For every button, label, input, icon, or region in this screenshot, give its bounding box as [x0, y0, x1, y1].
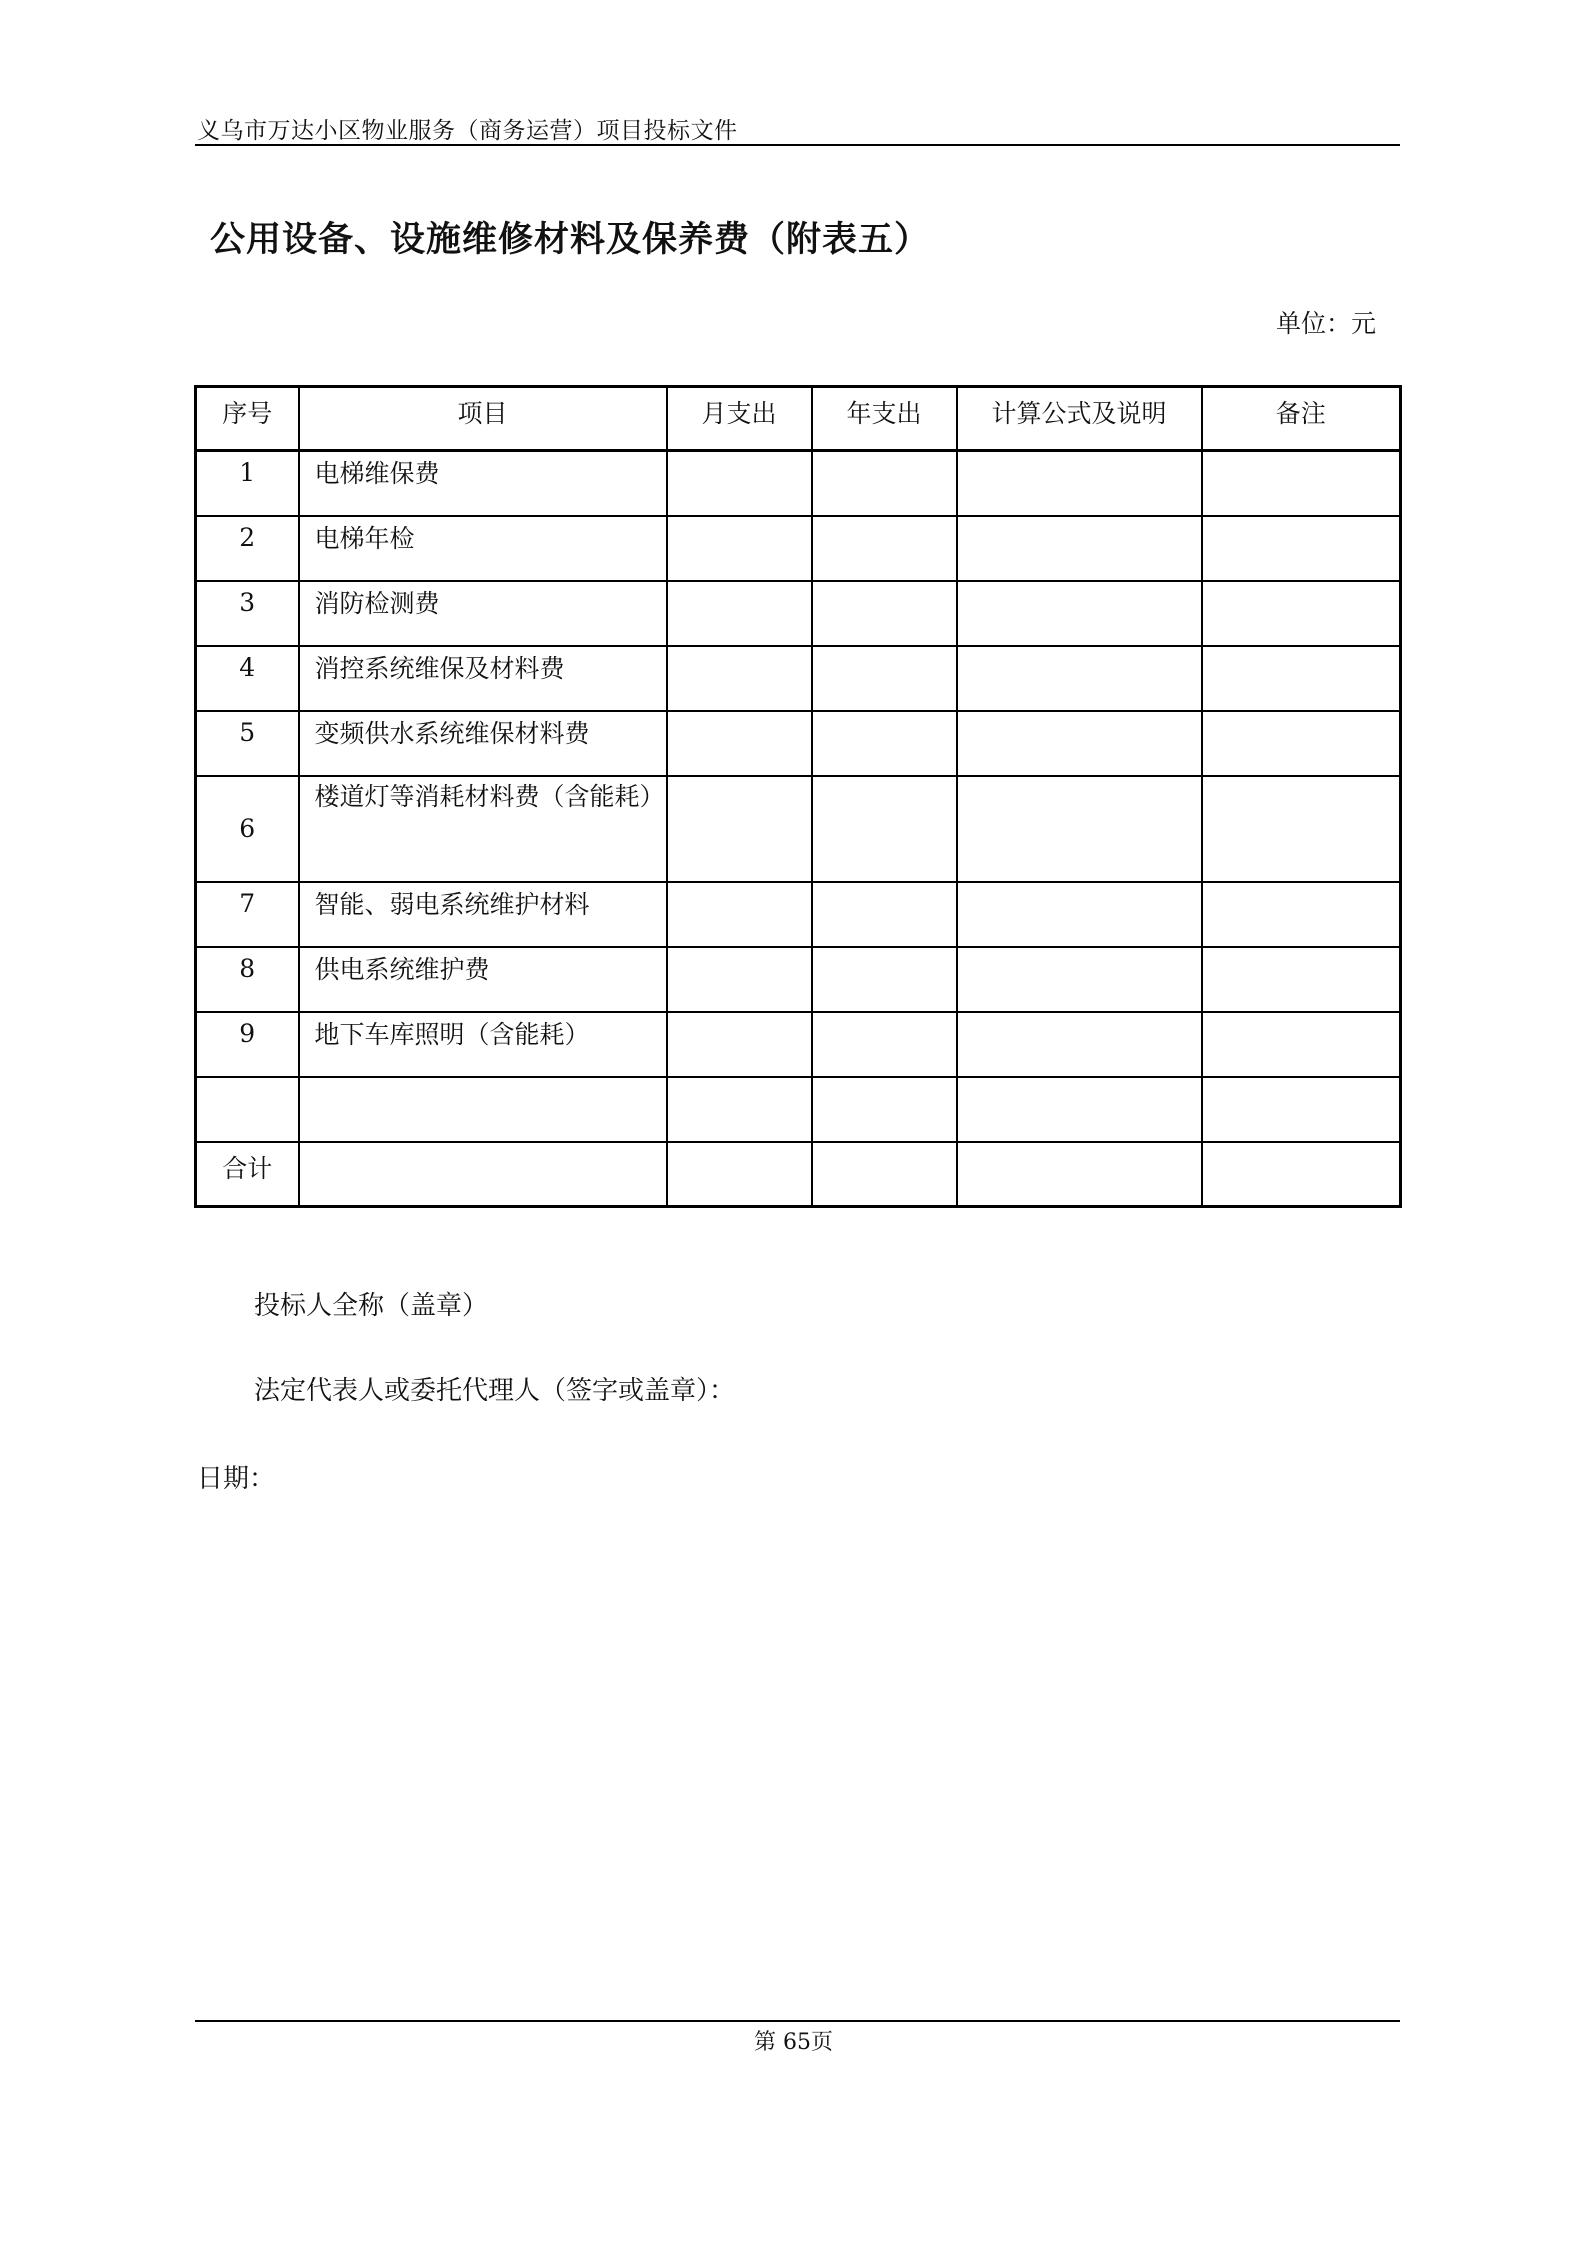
row-item: 地下车库照明（含能耗）	[299, 1012, 667, 1077]
page-number: 第 65页	[754, 2030, 833, 2055]
formula-cell	[957, 1077, 1202, 1142]
yearly-cell	[812, 1077, 957, 1142]
formula-cell	[957, 947, 1202, 1012]
header-divider	[195, 144, 1400, 146]
yearly-cell	[812, 516, 957, 581]
row-number: 2	[196, 516, 299, 581]
cost-table	[194, 385, 1402, 1208]
remarks-cell	[1202, 711, 1401, 776]
remarks-cell	[1202, 646, 1401, 711]
row-number: 9	[196, 1012, 299, 1077]
yearly-cell	[812, 1012, 957, 1077]
table-row	[196, 1012, 1401, 1077]
date-line: 日期：	[197, 1464, 276, 1494]
table-row-blank	[196, 1077, 1401, 1142]
row-number: 3	[196, 581, 299, 646]
remarks-cell	[1202, 451, 1401, 516]
formula-cell	[957, 451, 1202, 516]
formula-cell	[957, 882, 1202, 947]
formula-cell	[957, 711, 1202, 776]
monthly-cell	[667, 776, 812, 882]
formula-cell	[957, 581, 1202, 646]
column-header-yearly: 年支出	[812, 387, 957, 451]
yearly-cell	[812, 711, 957, 776]
remarks-cell	[1202, 1012, 1401, 1077]
row-item	[299, 1077, 667, 1142]
yearly-cell	[812, 581, 957, 646]
monthly-cell	[667, 882, 812, 947]
row-number: 8	[196, 947, 299, 1012]
monthly-cell	[667, 581, 812, 646]
yearly-cell	[812, 1142, 957, 1207]
row-item: 楼道灯等消耗材料费（含能耗）	[299, 776, 667, 882]
table-row	[196, 581, 1401, 646]
monthly-cell	[667, 1142, 812, 1207]
yearly-cell	[812, 882, 957, 947]
column-header-remarks: 备注	[1202, 387, 1401, 451]
row-number: 7	[196, 882, 299, 947]
footer-divider	[195, 2020, 1400, 2022]
table-row	[196, 711, 1401, 776]
table-row	[196, 516, 1401, 581]
yearly-cell	[812, 776, 957, 882]
monthly-cell	[667, 451, 812, 516]
yearly-cell	[812, 947, 957, 1012]
monthly-cell	[667, 1077, 812, 1142]
monthly-cell	[667, 1012, 812, 1077]
unit-label: 单位：元	[1276, 309, 1377, 338]
column-header-no: 序号	[196, 387, 299, 451]
row-number: 4	[196, 646, 299, 711]
table-row	[196, 646, 1401, 711]
row-item: 电梯年检	[299, 516, 667, 581]
table-row-total	[196, 1142, 1401, 1207]
row-number: 5	[196, 711, 299, 776]
remarks-cell	[1202, 581, 1401, 646]
row-item: 智能、弱电系统维护材料	[299, 882, 667, 947]
row-item: 变频供水系统维保材料费	[299, 711, 667, 776]
formula-cell	[957, 646, 1202, 711]
total-label: 合计	[196, 1142, 299, 1207]
column-header-monthly: 月支出	[667, 387, 812, 451]
formula-cell	[957, 1142, 1202, 1207]
yearly-cell	[812, 451, 957, 516]
bidder-name-line: 投标人全称（盖章）	[254, 1291, 489, 1321]
row-item: 电梯维保费	[299, 451, 667, 516]
row-item: 消控系统维保及材料费	[299, 646, 667, 711]
monthly-cell	[667, 711, 812, 776]
representative-line: 法定代表人或委托代理人（签字或盖章）：	[254, 1376, 736, 1406]
yearly-cell	[812, 646, 957, 711]
running-header: 义乌市万达小区物业服务（商务运营）项目投标文件	[197, 118, 738, 144]
remarks-cell	[1202, 516, 1401, 581]
table-row	[196, 882, 1401, 947]
table-row	[196, 776, 1401, 882]
remarks-cell	[1202, 776, 1401, 882]
row-number	[196, 1077, 299, 1142]
formula-cell	[957, 516, 1202, 581]
row-number: 6	[196, 776, 299, 882]
row-item	[299, 1142, 667, 1207]
remarks-cell	[1202, 882, 1401, 947]
remarks-cell	[1202, 947, 1401, 1012]
row-item: 消防检测费	[299, 581, 667, 646]
row-number: 1	[196, 451, 299, 516]
page-title: 公用设备、设施维修材料及保养费（附表五）	[210, 220, 931, 260]
monthly-cell	[667, 516, 812, 581]
column-header-item: 项目	[299, 387, 667, 451]
column-header-formula: 计算公式及说明	[957, 387, 1202, 451]
monthly-cell	[667, 646, 812, 711]
row-item: 供电系统维护费	[299, 947, 667, 1012]
formula-cell	[957, 776, 1202, 882]
remarks-cell	[1202, 1142, 1401, 1207]
remarks-cell	[1202, 1077, 1401, 1142]
table-row	[196, 947, 1401, 1012]
monthly-cell	[667, 947, 812, 1012]
table-header-row	[196, 387, 1401, 451]
table-row	[196, 451, 1401, 516]
formula-cell	[957, 1012, 1202, 1077]
